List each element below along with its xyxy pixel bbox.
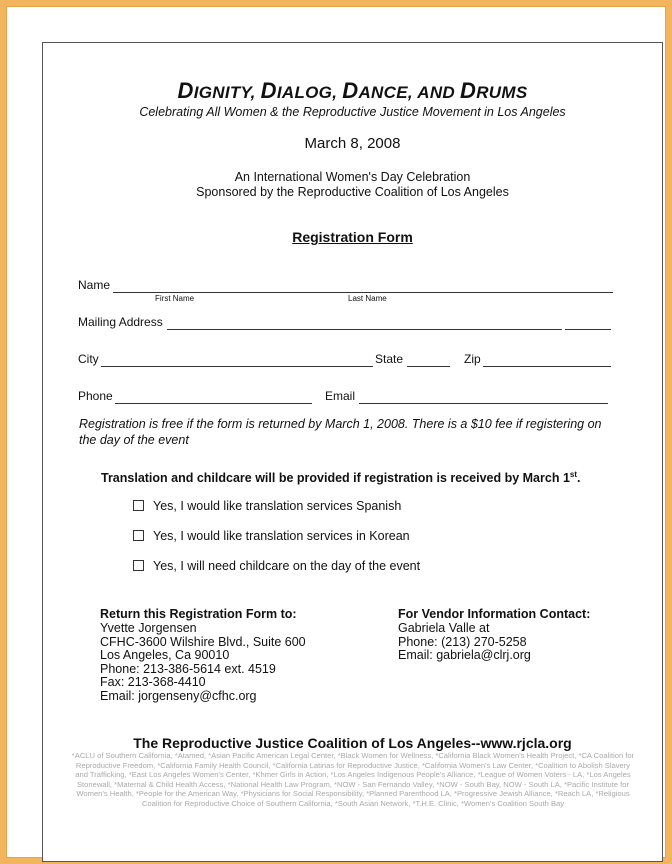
city-field[interactable] [101,354,373,367]
option-spanish[interactable]: Yes, I would like translation services Spanish [133,499,401,513]
event-description: An International Women's Day Celebration [234,170,471,184]
mailing-address-field[interactable] [167,317,562,330]
name-field[interactable] [113,280,613,293]
zip-label: Zip [464,352,481,366]
coalition-footer-title: The Reproductive Justice Coalition of Los Angeles--www.rjcla.org [133,735,572,751]
translation-note: Translation and childcare will be provided if registration is received by March 1st. [101,470,581,486]
option-korean[interactable]: Yes, I would like translation services in Korean [133,529,410,543]
email-label: Email [325,389,356,403]
name-label: Name [78,278,111,292]
city-label: City [78,352,99,366]
email-field[interactable] [359,391,608,404]
flyer-subtitle: Celebrating All Women & the Reproductive Justice Movement in Los Angeles [139,105,566,119]
state-field[interactable] [407,354,450,367]
zip-field[interactable] [483,354,611,367]
flyer-border [42,42,663,862]
coalition-members-list: *ACLU of Southern California, *Atamed, *Asian Pacific American Legal Center, *Black Women for Wellness, *California Black Women's Health Project, *CA Coalition for Reproductive Freedom, *California Family Health Council, *California Latinas for Reproductive Justice, *California Women's Law Center, *Coalition to Abolish Slavery and Trafficking, *East Los Angeles Women's Center, *Khmer Girls in Action, *Los Angeles Indigenous People's Alliance, *League of Women Voters - LA, *Los Angeles Stonewall, *Maternal & Child Health Access, *National Health Law Program, *NOW - San Fernando Valley, *NOW - South Bay, NOW - South LA, *Pacific Institute for Women's Health, *People for the American Way, *Physicians for Social Responsibility, *Planned Parenthood LA, *Progressive Jewish Alliance, *Reach LA, *Religious Coalition for Reproductive Choice of Southern California, *South Asian Network, *T.H.E. Clinic, *Women's Coalition South Bay [71,751,635,808]
checkbox-icon[interactable] [133,500,144,511]
state-label: State [375,352,404,366]
phone-field[interactable] [115,391,312,404]
registration-note: Registration is free if the form is returned by March 1, 2008. There is a $10 fee if registering on the day of the event [79,417,602,447]
vendor-contact: Gabriela Valle at Phone: (213) 270-5258 Email: gabriela@clrj.org [398,621,531,662]
last-name-caption: Last Name [348,294,387,303]
event-sponsor: Sponsored by the Reproductive Coalition of Los Angeles [196,185,509,199]
return-heading: Return this Registration Form to: [100,607,297,621]
flyer-title: DIGNITY, DIALOG, DANCE, AND DRUMS [177,78,528,103]
option-childcare[interactable]: Yes, I will need childcare on the day of the event [133,559,420,573]
return-address: Yvette Jorgensen CFHC-3600 Wilshire Blvd., Suite 600 Los Angeles, Ca 90010 Phone: 213-386-5614 ext. 4519 Fax: 213-368-4410 Email: jorgenseny@cfhc.org [100,621,306,703]
first-name-caption: First Name [155,294,195,303]
mailing-address-extra-field[interactable] [565,317,611,330]
event-date: March 8, 2008 [304,135,401,152]
page-frame [6,6,666,858]
mailing-address-label: Mailing Address [78,315,163,329]
checkbox-icon[interactable] [133,560,144,571]
checkbox-icon[interactable] [133,530,144,541]
vendor-heading: For Vendor Information Contact: [398,607,591,621]
form-title: Registration Form [292,229,413,245]
phone-label: Phone [78,389,113,403]
